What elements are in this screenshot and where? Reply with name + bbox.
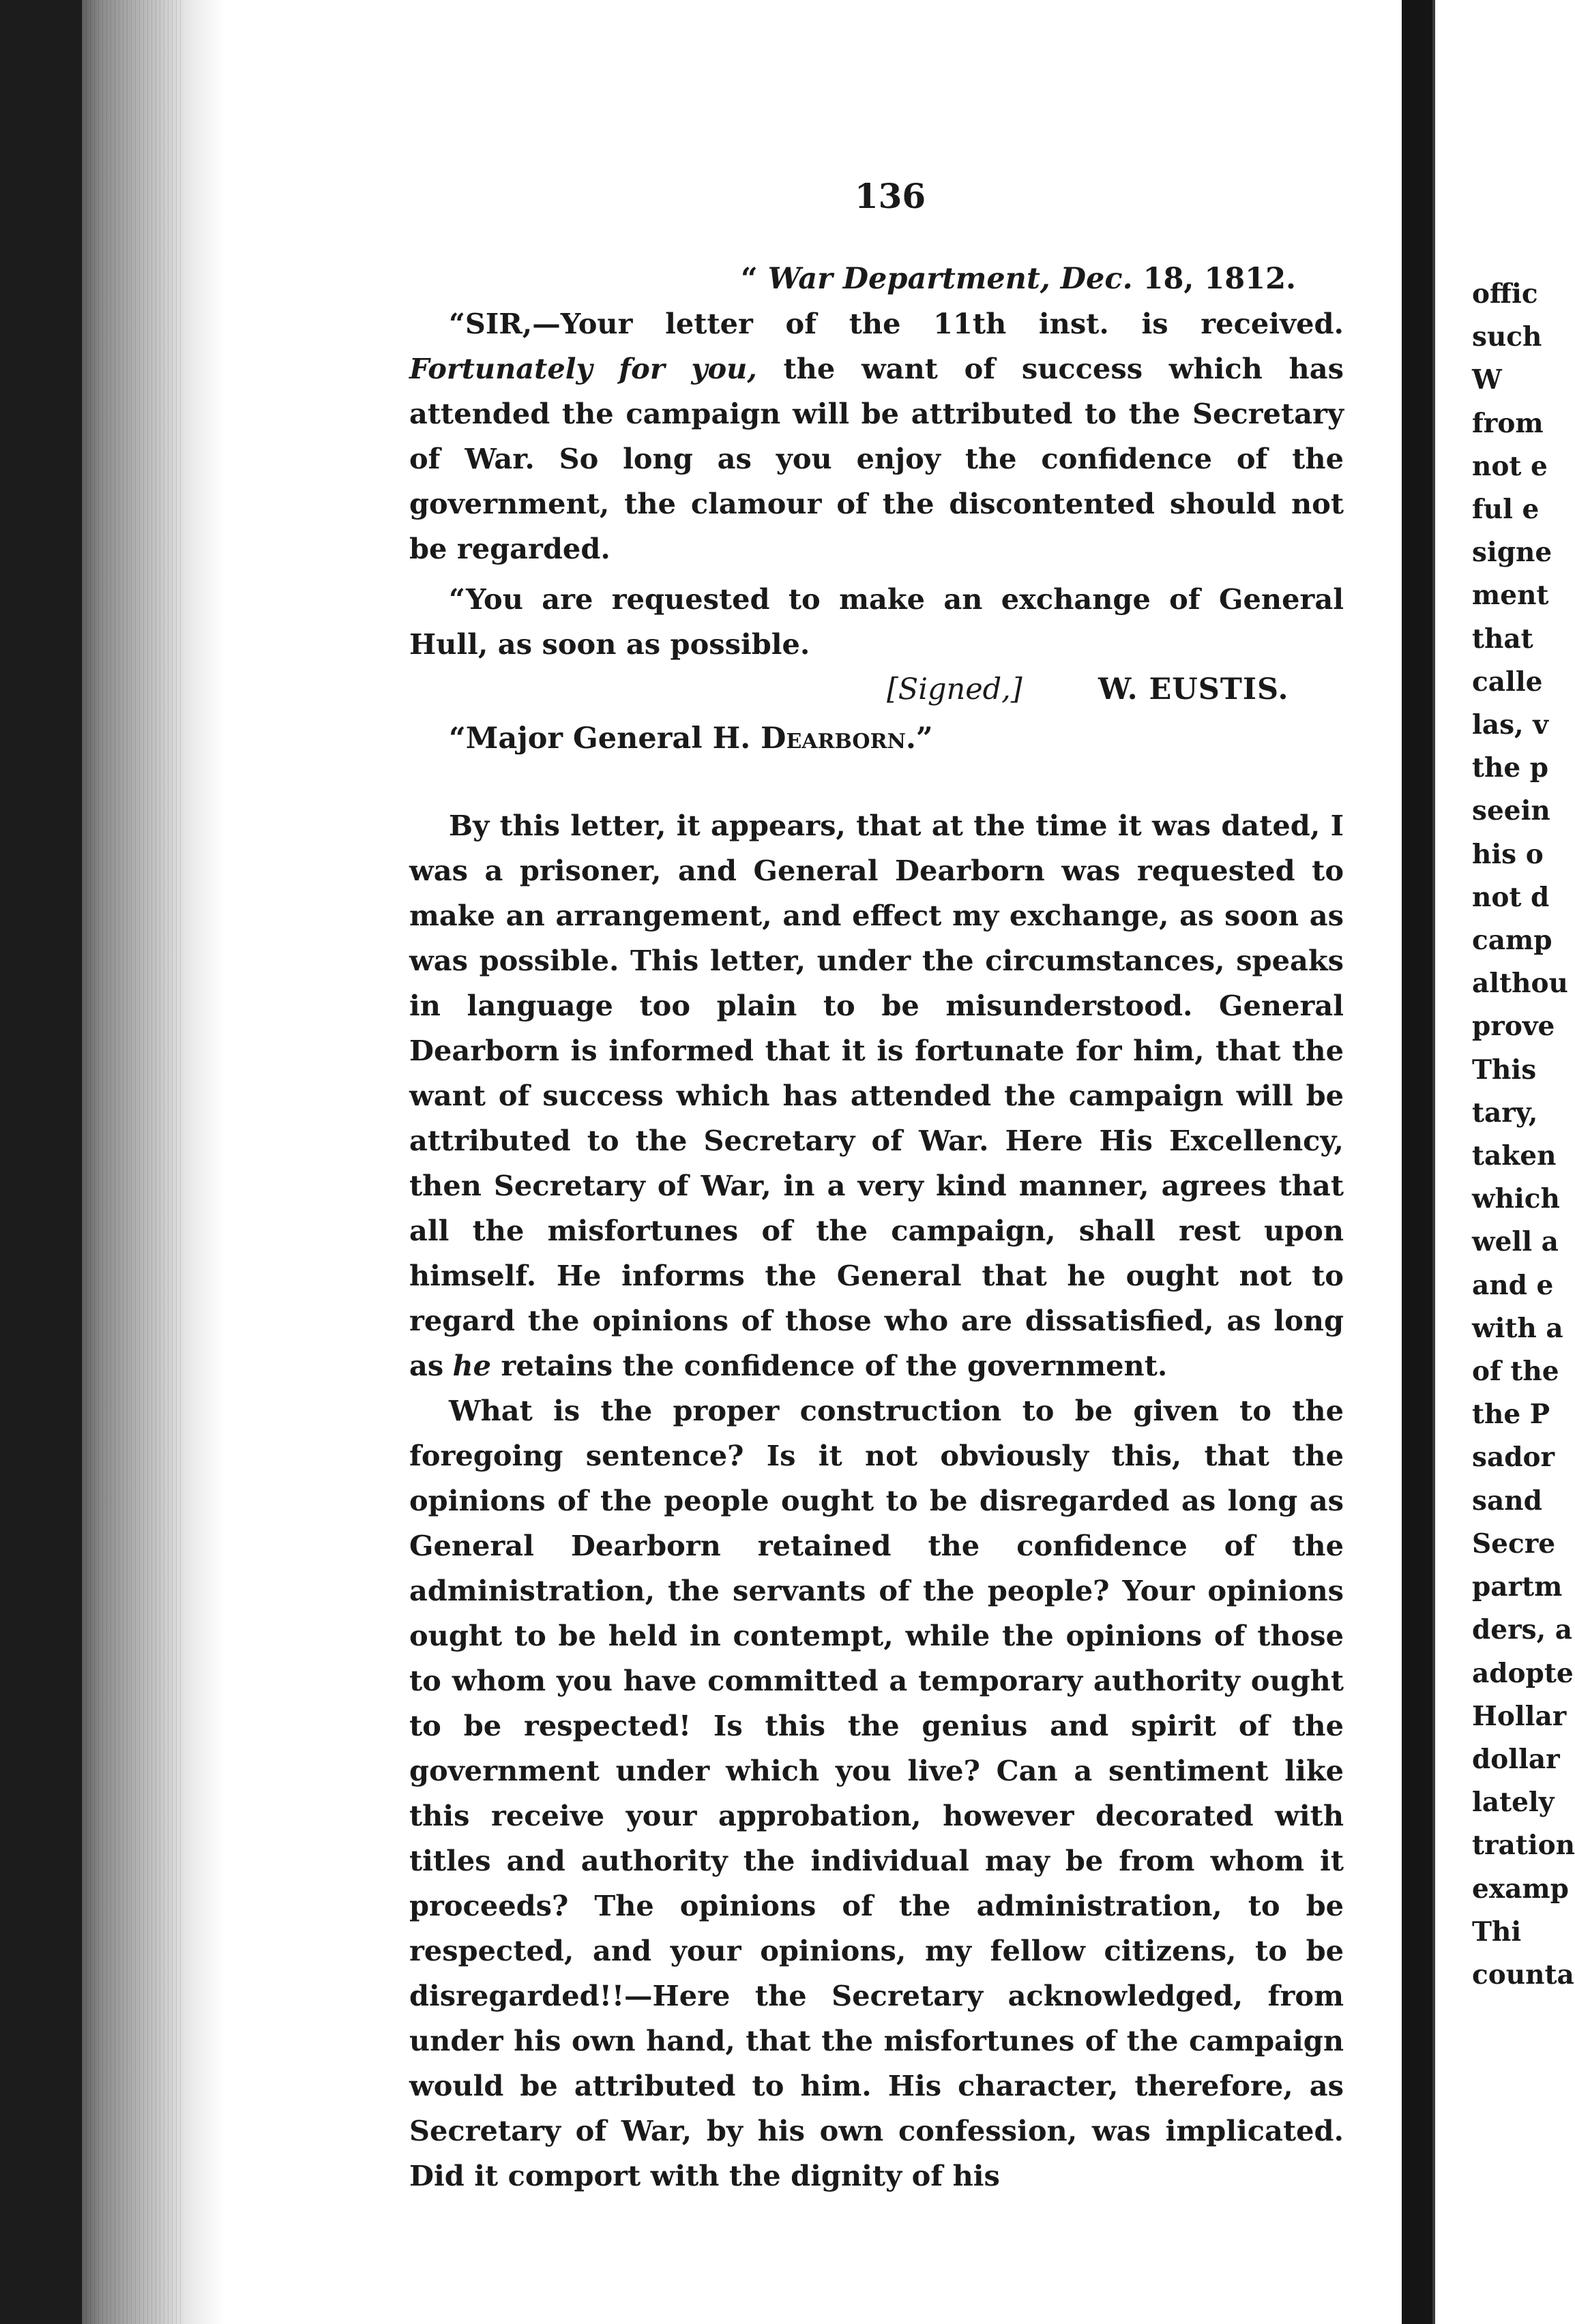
facing-line: the P (1472, 1399, 1550, 1431)
body-paragraph-1-end: retains the confidence of the government. (491, 1349, 1168, 1382)
facing-line: with a (1472, 1312, 1563, 1344)
facing-line: sador (1472, 1442, 1555, 1474)
letter-signer: W. EUSTIS. (1098, 672, 1289, 706)
facing-line: examp (1472, 1873, 1569, 1905)
facing-line: well a (1472, 1226, 1559, 1258)
dateline-place: War Department, (767, 262, 1050, 296)
gutter-highlight (1432, 0, 1435, 2324)
facing-line: camp (1472, 925, 1552, 957)
letter-p1-emphasis: Fortunately for you, (409, 352, 757, 385)
facing-line: calle (1472, 666, 1543, 698)
facing-line: offic (1472, 278, 1538, 310)
body-paragraph-1-text: By this letter, it appears, that at the time it was dated, I was a prisoner, and General Dearborn was requested to make an arrangement, and effect my exchange, as soon as was possible. This letter, under the circumstances, speaks in language too plain to be misunderstood. General Dearborn is informed that it is fortunate for him, that the want of success which has attended the campaign will be attributed to the Secretary of War. Here His Excellency, then Secretary of War, in a very kind manner, agrees that all the misfortunes of the campaign, shall rest upon himself. He informs the General that he ought not to regard the opinions of those who are dissatisfied, as long as (409, 809, 1344, 1382)
facing-line: Secre (1472, 1528, 1556, 1560)
facing-line: his o (1472, 838, 1544, 870)
page-shadow (184, 0, 225, 2324)
facing-line: prove (1472, 1011, 1555, 1043)
facing-line: sand (1472, 1485, 1542, 1517)
facing-line: of the (1472, 1356, 1559, 1388)
page-stack-lines (82, 0, 184, 2324)
facing-line: adopte (1472, 1657, 1574, 1689)
facing-page-fragment (1472, 273, 1575, 1997)
facing-line: taken (1472, 1140, 1557, 1172)
letter-p2-text: “You are requested to make an exchange of General Hull, as soon as possible. (409, 582, 1344, 661)
facing-line: Hollar (1472, 1700, 1567, 1732)
facing-line: lately (1472, 1787, 1555, 1819)
facing-line: las, v (1472, 709, 1548, 741)
facing-line: partm (1472, 1571, 1563, 1603)
letter-salutation: “SIR,— (449, 307, 561, 340)
book-edge-dark (0, 0, 82, 2324)
facing-line: ful e (1472, 494, 1540, 526)
facing-line: counta (1472, 1958, 1574, 1991)
body-paragraph-2-text: What is the proper construction to be given to the foregoing sentence? Is it not obviously this, that the opinions of the people ought to be disregarded as long as General Dearborn retained the confidence of the administration, the servants of the people? Your opinions ought to be held in contempt, while the opinions of those to whom you have committed a temporary authority ought to be respected! Is this the genius and spirit of the government under which you live? Can a sentiment like this receive your approbation, however decorated with titles and authority the individual may be from whom it proceeds? The opinions of the administration, to be respected, and your opinions, my fellow citizens, to be disregarded!!—Here the Secretary acknowledged, from under his own hand, that the misfortunes of the campaign would be attributed to him. His character, therefore, as Secretary of War, by his own confession, was implicated. Did it comport with the dignity of his (409, 1394, 1344, 2192)
dateline-month: Dec. (1060, 262, 1133, 296)
body-paragraph-2 (409, 1388, 1344, 2199)
facing-line: seein (1472, 795, 1550, 827)
addressee-suffix: .” (905, 721, 933, 756)
facing-line: W (1472, 364, 1502, 396)
letter-p1-rest: the want of success which has attended the campaign will be attributed to the Secretary of War. So long as you enjoy the confidence of the government, the clamour of the discontented should not be regarded. (409, 352, 1344, 565)
facing-line: which (1472, 1183, 1560, 1215)
facing-line: such (1472, 321, 1542, 353)
facing-line: the p (1472, 752, 1549, 784)
letter-addressee (409, 716, 1344, 761)
main-page (409, 157, 1344, 2203)
facing-line: and e (1472, 1269, 1554, 1301)
signed-label: [Signed,] (887, 672, 1022, 706)
book-gutter (1402, 0, 1432, 2324)
facing-line: not d (1472, 881, 1550, 913)
facing-line: This (1472, 1054, 1537, 1086)
facing-line: tary, (1472, 1097, 1538, 1129)
letter-signature-row (409, 667, 1344, 712)
facing-line: not e (1472, 450, 1548, 482)
facing-line: ders, a (1472, 1614, 1573, 1646)
facing-line: althou (1472, 968, 1568, 1000)
dateline-date: 18, 1812. (1143, 262, 1296, 296)
body-paragraph-1 (409, 803, 1344, 1388)
addressee-prefix: “Major General H. (449, 721, 761, 756)
facing-line: dollar (1472, 1743, 1560, 1775)
addressee-surname: Dearborn (761, 721, 906, 756)
facing-line: Thi (1472, 1916, 1522, 1948)
body-paragraph-1-he: he (452, 1349, 492, 1382)
facing-line: tration (1472, 1830, 1575, 1862)
facing-line: that (1472, 623, 1533, 655)
facing-line: from (1472, 407, 1544, 439)
letter-p1-start: Your letter of the 11th inst. is received. (560, 307, 1344, 340)
facing-line: signe (1472, 537, 1552, 569)
page-number: 136 (854, 176, 926, 216)
letter-paragraph-1 (409, 301, 1344, 571)
letter-paragraph-2 (409, 577, 1344, 667)
letter-dateline (409, 256, 1344, 301)
facing-line: ment (1472, 580, 1549, 612)
dateline-open-quote: “ (740, 262, 758, 296)
